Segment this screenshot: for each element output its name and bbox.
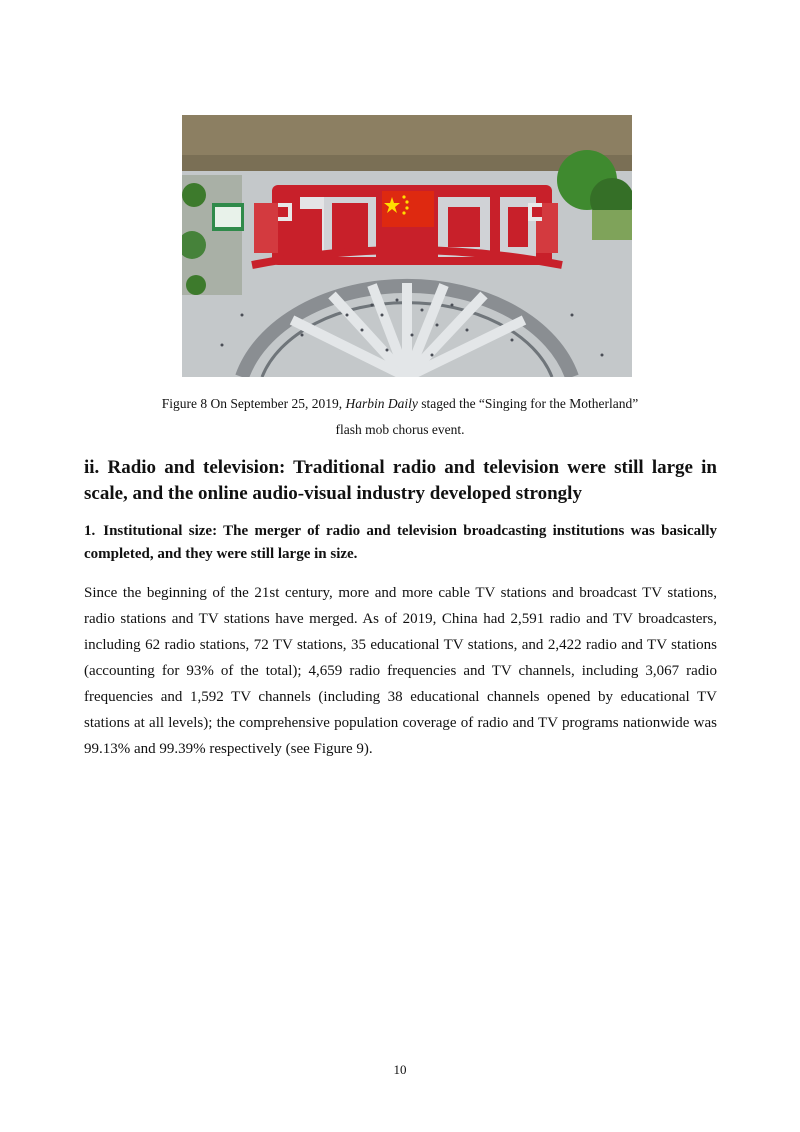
section-heading: ii. Radio and television: Traditional radio and television were still large in scale, and the online audio-visual industry developed strongly [84, 457, 717, 504]
figure-caption-line2: flash mob chorus event. [335, 422, 465, 437]
caption-italic: Harbin Daily [345, 396, 418, 411]
body-paragraph: Since the beginning of the 21st century, more and more cable TV stations and broadcast TV stations, radio stations and TV stations have merged. As of 2019, China had 2,591 radio and TV broadcasters, including 62 radio stations, 72 TV stations, 35 educational TV stations, and 2,422 radio and TV stations (accounting for 93% of the total); 4,659 radio frequencies and TV channels, including 3,067 radio frequencies and 1,592 TV channels (including 38 educational channels opened by educational TV stations at all levels); the comprehensive population coverage of radio and TV programs nationwide was 99.13% and 99.39% respectively (see Figure 9). [84, 585, 717, 757]
aerial-photo-flash-mob-chorus-icon [182, 115, 632, 377]
subsection-number: 1. [84, 523, 96, 539]
subsection-heading [84, 520, 717, 566]
caption-prefix: Figure 8 On September 25, 2019, [161, 396, 346, 411]
aerial-photo [182, 115, 632, 377]
subsection-text: Institutional size: The merger of radio and television broadcasting institutions was basically completed, and they were still large in size. [84, 523, 717, 562]
page-number: 10 [393, 1062, 407, 1077]
caption-suffix: staged the “Singing for the Motherland” [417, 396, 639, 411]
figure-caption [100, 396, 700, 412]
